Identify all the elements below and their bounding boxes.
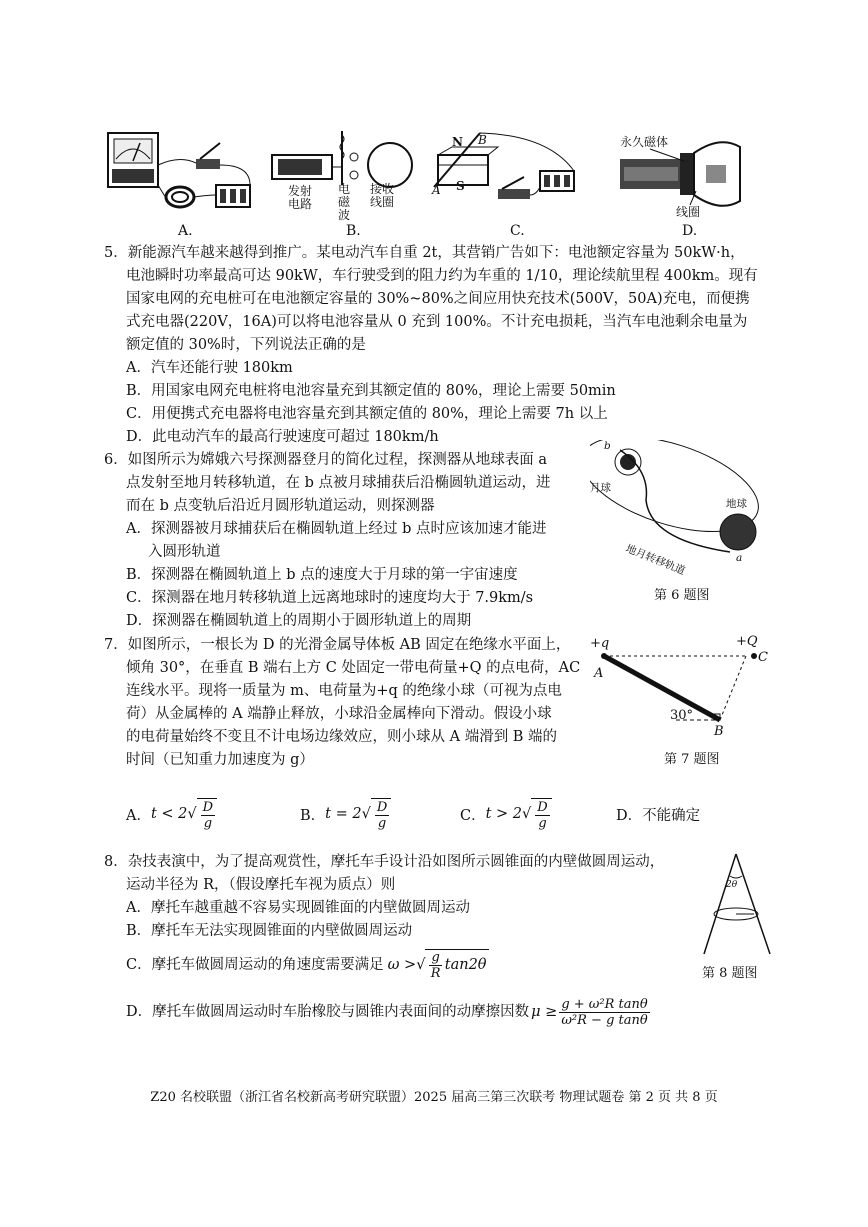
q7-option-b-expr: t = 2 bbox=[325, 806, 362, 822]
question-8 bbox=[104, 851, 664, 1037]
q8-option-d-text: D．摩托车做圆周运动时车胎橡胶与圆锥内表面间的动摩擦因数 bbox=[126, 1003, 530, 1020]
rod-end-a-label: A bbox=[432, 183, 441, 197]
question-5 bbox=[104, 242, 758, 449]
sqrt-icon: √ $\frac{D}{g}$ bbox=[187, 798, 217, 831]
question-7 bbox=[104, 634, 580, 772]
q7-point-b: B bbox=[714, 724, 724, 739]
q7-option-c bbox=[460, 792, 552, 836]
galvanometer-circuit-drawing bbox=[100, 125, 270, 221]
q6-earth-label: 地球 bbox=[726, 498, 747, 510]
q6-option-d: D．探测器在椭圆轨道上的周期小于圆形轨道上的周期 bbox=[126, 613, 472, 629]
q5-option-d: D．此电动汽车的最高行驶速度可超过 180km/h bbox=[126, 429, 439, 445]
q7-option-b bbox=[300, 792, 391, 836]
q8-c-den: R bbox=[430, 966, 441, 981]
coil-label: 线圈 bbox=[676, 205, 701, 219]
question-6 bbox=[104, 449, 551, 633]
q7-frac-num: D bbox=[202, 799, 214, 815]
q6-line: 点发射至地月转移轨道，在 b 点被月球捕获后沿椭圆轨道运动，进 bbox=[126, 475, 551, 491]
q8-option-a: A．摩托车越重越不容易实现圆锥面的内壁做圆周运动 bbox=[126, 900, 470, 916]
q8-c-tail: tan2θ bbox=[444, 957, 487, 973]
q7-line: 时间（已知重力加速度为 g） bbox=[126, 752, 314, 768]
q7-big-charge-label: +Q bbox=[736, 634, 758, 649]
q6-option-c: C．探测器在地月转移轨道上远离地球时的速度均大于 7.9km/s bbox=[126, 590, 534, 606]
permanent-magnet-label: 永久磁体 bbox=[620, 135, 669, 149]
q5-option-b: B．用国家电网充电桩将电池容量充到其额定值的 80%，理论上需要 50min bbox=[126, 383, 616, 399]
figure-a-label: A. bbox=[178, 223, 193, 239]
sqrt-icon: √ $\frac{g}{R}$ tan2θ bbox=[416, 950, 487, 981]
q6-line: 6．如图所示为嫦娥六号探测器登月的简化过程，探测器从地球表面 a bbox=[104, 452, 547, 468]
q7-frac-num: D bbox=[376, 799, 388, 815]
sqrt-icon: √ $\frac{D}{g}$ bbox=[362, 798, 392, 831]
transmitter-label-1: 发射 bbox=[288, 184, 313, 198]
figure-c bbox=[428, 125, 598, 239]
figure-d bbox=[610, 125, 770, 239]
figure-d-label: D. bbox=[682, 223, 698, 239]
q8-angle-label: 2θ bbox=[726, 880, 738, 890]
q6-figure bbox=[590, 440, 770, 603]
rod-end-b-label: B bbox=[478, 133, 487, 147]
magnet-s-label: S bbox=[456, 179, 465, 193]
q7-option-a bbox=[126, 792, 217, 836]
q7-line: 的电荷量始终不变且不计电场边缘效应，则小球从 A 端滑到 B 端的 bbox=[126, 729, 558, 745]
q8-option-b: B．摩托车无法实现圆锥面的内壁做圆周运动 bbox=[126, 923, 413, 939]
q8-option-c-lhs: ω > bbox=[387, 956, 417, 973]
q6-orbit-label: 地月转移轨道 bbox=[623, 542, 687, 578]
figure-b bbox=[268, 125, 418, 239]
q7-option-b-prefix: B． bbox=[300, 807, 326, 824]
q6-point-b: b bbox=[604, 440, 611, 452]
q5-line: 额定值的 30%时，下列说法正确的是 bbox=[126, 337, 366, 353]
page-footer: Z20 名校联盟（浙江省名校新高考研究联盟）2025 届高三第三次联考 物理试题卷 第 2 页 共 8 页 bbox=[150, 1090, 718, 1105]
q6-option-a-cont: 入圆形轨道 bbox=[148, 544, 221, 560]
figure-c-label: C. bbox=[510, 223, 525, 239]
em-label-3: 波 bbox=[338, 208, 351, 222]
receiver-label-1: 接收 bbox=[370, 182, 395, 196]
q7-option-c-expr: t > 2 bbox=[485, 806, 523, 822]
q5-option-a: A．汽车还能行驶 180km bbox=[126, 360, 293, 376]
q7-option-a-expr: t < 2 bbox=[150, 806, 188, 822]
q8-option-c bbox=[104, 943, 664, 987]
em-label-2: 磁 bbox=[338, 195, 351, 209]
q7-small-charge-label: +q bbox=[590, 636, 610, 651]
figure-row bbox=[100, 125, 770, 240]
q6-option-b: B．探测器在椭圆轨道上 b 点的速度大于月球的第一宇宙速度 bbox=[126, 567, 518, 583]
magnet-n-label: N bbox=[452, 135, 463, 149]
q6-point-a: a bbox=[736, 552, 743, 564]
q8-option-c-text: C．摩托车做圆周运动的角速度需要满足 bbox=[126, 956, 384, 973]
q7-option-d: D．不能确定 bbox=[616, 807, 701, 824]
sqrt-icon: √ $\frac{D}{g}$ bbox=[522, 798, 552, 831]
q8-option-d bbox=[104, 987, 664, 1037]
q7-frac-den: g bbox=[538, 815, 547, 831]
cone-diagram bbox=[698, 852, 778, 960]
q7-caption: 第 7 题图 bbox=[664, 752, 720, 767]
q5-option-c: C．用便携式充电器将电池容量充到其额定值的 80%，理论上需要 7h 以上 bbox=[126, 406, 608, 422]
q6-caption: 第 6 题图 bbox=[654, 588, 710, 603]
q5-line: 5．新能源汽车越来越得到推广。某电动汽车自重 2t，其营销广告如下：电池额定容量为 50kW·h， bbox=[104, 245, 745, 261]
q7-figure bbox=[586, 630, 776, 770]
q8-line: 运动半径为 R，（假设摩托车视为质点）则 bbox=[126, 877, 396, 893]
q7-frac-den: g bbox=[377, 815, 387, 831]
q6-option-a: A．探测器被月球捕获后在椭圆轨道上经过 b 点时应该加速才能进 bbox=[126, 521, 547, 537]
q5-line: 电池瞬时功率最高可达 90kW，车行驶受到的阻力约为车重的 1/10，理论续航里程 400km。现有 bbox=[126, 268, 758, 284]
q7-option-c-prefix: C． bbox=[460, 807, 486, 824]
q8-caption: 第 8 题图 bbox=[702, 966, 758, 981]
receiver-label-2: 线圈 bbox=[370, 195, 395, 209]
q8-d-den: ω²R − g tanθ bbox=[561, 1012, 648, 1028]
q6-moon-label: 月球 bbox=[590, 482, 611, 494]
q8-d-num: g + ω²R tanθ bbox=[561, 996, 648, 1012]
q7-point-a: A bbox=[594, 666, 604, 681]
figure-b-label: B. bbox=[346, 223, 361, 239]
q7-line: 倾角 30°，在垂直 B 端右上方 C 处固定一带电荷量+Q 的点电荷，AC bbox=[126, 660, 581, 676]
figure-a bbox=[100, 125, 270, 239]
em-label-1: 电 bbox=[338, 182, 351, 196]
q7-angle-label: 30° bbox=[670, 708, 694, 723]
q7-frac-den: g bbox=[203, 815, 213, 831]
q5-line: 式充电器(220V，16A)可以将电池容量从 0 充到 100%。不计充电损耗，当汽车电池剩余电量为 bbox=[126, 314, 748, 330]
q6-line: 而在 b 点变轨后沿近月圆形轨道运动，则探测器 bbox=[126, 498, 435, 514]
q8-figure bbox=[698, 852, 778, 982]
q7-option-a-prefix: A． bbox=[126, 807, 151, 824]
transmitter-label-2: 电路 bbox=[288, 197, 313, 211]
q7-line: 荷）从金属棒的 A 端静止释放，小球沿金属棒向下滑动。假设小球 bbox=[126, 706, 552, 722]
q7-options bbox=[126, 792, 766, 836]
q7-frac-num: D bbox=[537, 799, 548, 815]
q7-point-c: C bbox=[758, 650, 768, 665]
q7-line: 7．如图所示，一根长为 D 的光滑金属导体板 AB 固定在绝缘水平面上， bbox=[104, 637, 571, 653]
q8-option-d-lhs: μ ≥ bbox=[531, 1003, 558, 1020]
q7-line: 连线水平。现将一质量为 m、电荷量为+q 的绝缘小球（可视为点电 bbox=[126, 683, 562, 699]
q8-line: 8．杂技表演中，为了提高观赏性，摩托车手设计沿如图所示圆锥面的内壁做圆周运动， bbox=[104, 854, 665, 870]
q8-c-num: g bbox=[431, 950, 440, 965]
q5-line: 国家电网的充电桩可在电池额定容量的 30%~80%之间应用快充技术(500V，50A)充电，而便携 bbox=[126, 291, 750, 307]
